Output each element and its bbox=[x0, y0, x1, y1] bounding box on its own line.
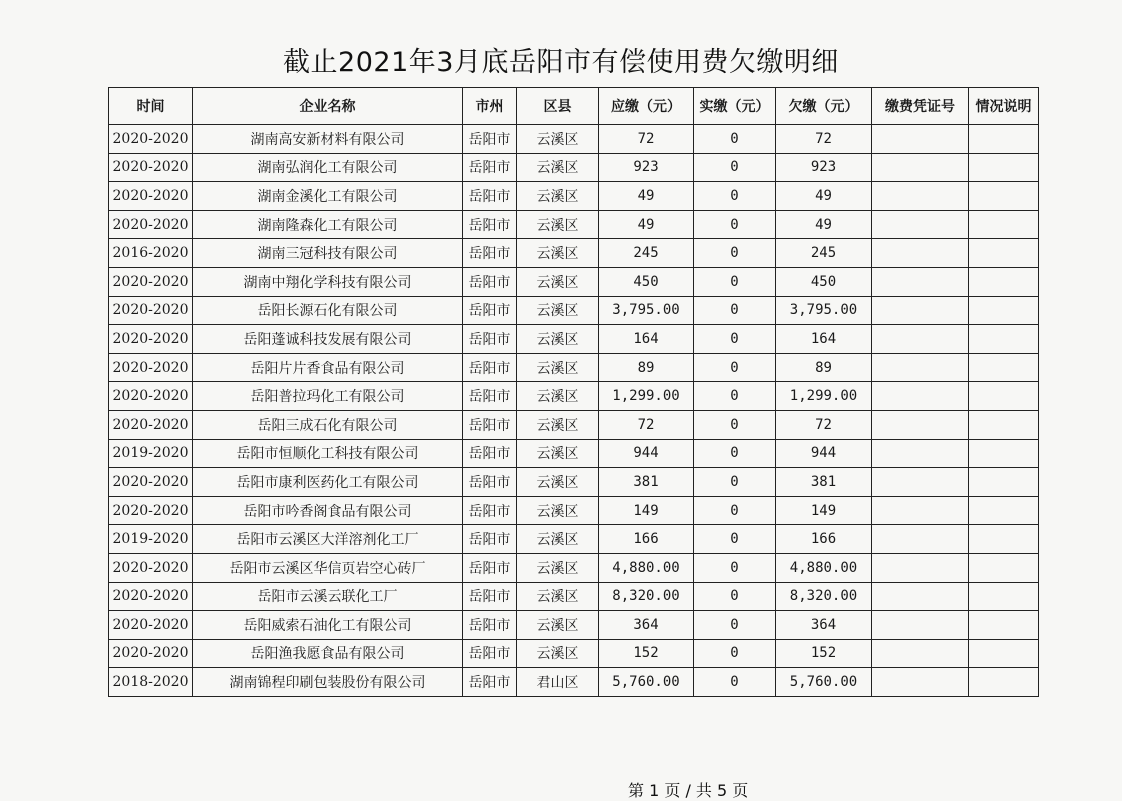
cell-company: 岳阳威索石油化工有限公司 bbox=[193, 611, 463, 640]
cell-owed: 49 bbox=[776, 210, 872, 239]
cell-county: 云溪区 bbox=[517, 611, 599, 640]
cell-paid: 0 bbox=[694, 267, 776, 296]
cell-city: 岳阳市 bbox=[463, 153, 517, 182]
cell-due: 49 bbox=[599, 210, 694, 239]
cell-period: 2020-2020 bbox=[109, 125, 193, 154]
cell-paid: 0 bbox=[694, 639, 776, 668]
table-row bbox=[109, 325, 1039, 354]
cell-company: 岳阳市云溪区大洋溶剂化工厂 bbox=[193, 525, 463, 554]
cell-county: 云溪区 bbox=[517, 153, 599, 182]
cell-paid: 0 bbox=[694, 182, 776, 211]
table-row bbox=[109, 353, 1039, 382]
table-row bbox=[109, 182, 1039, 211]
table-row bbox=[109, 410, 1039, 439]
cell-note bbox=[969, 296, 1039, 325]
cell-company: 岳阳普拉玛化工有限公司 bbox=[193, 382, 463, 411]
cell-period: 2020-2020 bbox=[109, 382, 193, 411]
cell-owed: 450 bbox=[776, 267, 872, 296]
col-header-note: 情况说明 bbox=[969, 88, 1039, 125]
cell-due: 49 bbox=[599, 182, 694, 211]
table-row bbox=[109, 668, 1039, 697]
cell-paid: 0 bbox=[694, 125, 776, 154]
cell-note bbox=[969, 353, 1039, 382]
cell-period: 2018-2020 bbox=[109, 668, 193, 697]
cell-note bbox=[969, 553, 1039, 582]
cell-city: 岳阳市 bbox=[463, 296, 517, 325]
cell-voucher bbox=[872, 639, 969, 668]
cell-note bbox=[969, 439, 1039, 468]
cell-period: 2020-2020 bbox=[109, 611, 193, 640]
cell-voucher bbox=[872, 582, 969, 611]
cell-note bbox=[969, 382, 1039, 411]
cell-period: 2020-2020 bbox=[109, 353, 193, 382]
cell-period: 2020-2020 bbox=[109, 267, 193, 296]
cell-voucher bbox=[872, 267, 969, 296]
cell-paid: 0 bbox=[694, 668, 776, 697]
table-header-row bbox=[109, 88, 1039, 125]
cell-paid: 0 bbox=[694, 239, 776, 268]
cell-owed: 8,320.00 bbox=[776, 582, 872, 611]
cell-company: 岳阳片片香食品有限公司 bbox=[193, 353, 463, 382]
cell-note bbox=[969, 125, 1039, 154]
cell-owed: 1,299.00 bbox=[776, 382, 872, 411]
cell-owed: 149 bbox=[776, 496, 872, 525]
cell-paid: 0 bbox=[694, 296, 776, 325]
cell-voucher bbox=[872, 125, 969, 154]
cell-voucher bbox=[872, 439, 969, 468]
cell-period: 2020-2020 bbox=[109, 553, 193, 582]
cell-voucher bbox=[872, 468, 969, 497]
cell-period: 2020-2020 bbox=[109, 182, 193, 211]
cell-paid: 0 bbox=[694, 496, 776, 525]
cell-owed: 164 bbox=[776, 325, 872, 354]
cell-city: 岳阳市 bbox=[463, 582, 517, 611]
cell-voucher bbox=[872, 353, 969, 382]
cell-note bbox=[969, 410, 1039, 439]
cell-voucher bbox=[872, 296, 969, 325]
cell-county: 君山区 bbox=[517, 668, 599, 697]
cell-due: 72 bbox=[599, 125, 694, 154]
cell-city: 岳阳市 bbox=[463, 382, 517, 411]
cell-company: 湖南高安新材料有限公司 bbox=[193, 125, 463, 154]
cell-company: 湖南金溪化工有限公司 bbox=[193, 182, 463, 211]
cell-county: 云溪区 bbox=[517, 439, 599, 468]
cell-paid: 0 bbox=[694, 582, 776, 611]
cell-voucher bbox=[872, 239, 969, 268]
col-header-company: 企业名称 bbox=[193, 88, 463, 125]
col-header-period: 时间 bbox=[109, 88, 193, 125]
cell-city: 岳阳市 bbox=[463, 182, 517, 211]
cell-company: 岳阳市云溪区华信页岩空心砖厂 bbox=[193, 553, 463, 582]
cell-county: 云溪区 bbox=[517, 639, 599, 668]
cell-period: 2020-2020 bbox=[109, 325, 193, 354]
cell-owed: 4,880.00 bbox=[776, 553, 872, 582]
cell-county: 云溪区 bbox=[517, 382, 599, 411]
cell-owed: 381 bbox=[776, 468, 872, 497]
cell-paid: 0 bbox=[694, 382, 776, 411]
cell-company: 岳阳蓬诚科技发展有限公司 bbox=[193, 325, 463, 354]
cell-county: 云溪区 bbox=[517, 296, 599, 325]
cell-company: 岳阳市云溪云联化工厂 bbox=[193, 582, 463, 611]
cell-owed: 3,795.00 bbox=[776, 296, 872, 325]
cell-company: 岳阳市恒顺化工科技有限公司 bbox=[193, 439, 463, 468]
cell-period: 2020-2020 bbox=[109, 582, 193, 611]
cell-note bbox=[969, 496, 1039, 525]
cell-owed: 72 bbox=[776, 410, 872, 439]
table-row bbox=[109, 153, 1039, 182]
cell-note bbox=[969, 639, 1039, 668]
cell-due: 450 bbox=[599, 267, 694, 296]
cell-county: 云溪区 bbox=[517, 582, 599, 611]
cell-note bbox=[969, 468, 1039, 497]
col-header-paid: 实缴（元） bbox=[694, 88, 776, 125]
cell-note bbox=[969, 239, 1039, 268]
cell-voucher bbox=[872, 410, 969, 439]
cell-due: 164 bbox=[599, 325, 694, 354]
cell-county: 云溪区 bbox=[517, 553, 599, 582]
page-number: 第 1 页 / 共 5 页 bbox=[628, 781, 749, 800]
cell-paid: 0 bbox=[694, 353, 776, 382]
cell-voucher bbox=[872, 210, 969, 239]
cell-due: 152 bbox=[599, 639, 694, 668]
cell-city: 岳阳市 bbox=[463, 468, 517, 497]
cell-company: 岳阳市吟香阁食品有限公司 bbox=[193, 496, 463, 525]
cell-county: 云溪区 bbox=[517, 267, 599, 296]
cell-voucher bbox=[872, 153, 969, 182]
cell-city: 岳阳市 bbox=[463, 439, 517, 468]
cell-period: 2020-2020 bbox=[109, 153, 193, 182]
table-row bbox=[109, 267, 1039, 296]
col-header-voucher: 缴费凭证号 bbox=[872, 88, 969, 125]
cell-period: 2020-2020 bbox=[109, 639, 193, 668]
cell-county: 云溪区 bbox=[517, 182, 599, 211]
cell-note bbox=[969, 668, 1039, 697]
cell-voucher bbox=[872, 668, 969, 697]
cell-note bbox=[969, 210, 1039, 239]
cell-voucher bbox=[872, 611, 969, 640]
cell-company: 岳阳市康利医药化工有限公司 bbox=[193, 468, 463, 497]
table-row bbox=[109, 239, 1039, 268]
cell-paid: 0 bbox=[694, 553, 776, 582]
cell-owed: 152 bbox=[776, 639, 872, 668]
table-row bbox=[109, 639, 1039, 668]
cell-paid: 0 bbox=[694, 468, 776, 497]
cell-city: 岳阳市 bbox=[463, 125, 517, 154]
cell-note bbox=[969, 182, 1039, 211]
cell-period: 2020-2020 bbox=[109, 210, 193, 239]
cell-city: 岳阳市 bbox=[463, 668, 517, 697]
cell-note bbox=[969, 525, 1039, 554]
cell-city: 岳阳市 bbox=[463, 410, 517, 439]
cell-owed: 364 bbox=[776, 611, 872, 640]
cell-county: 云溪区 bbox=[517, 239, 599, 268]
cell-note bbox=[969, 325, 1039, 354]
cell-county: 云溪区 bbox=[517, 325, 599, 354]
cell-period: 2019-2020 bbox=[109, 439, 193, 468]
cell-owed: 5,760.00 bbox=[776, 668, 872, 697]
cell-company: 湖南弘润化工有限公司 bbox=[193, 153, 463, 182]
cell-period: 2020-2020 bbox=[109, 496, 193, 525]
arrears-table bbox=[108, 87, 1039, 697]
cell-due: 944 bbox=[599, 439, 694, 468]
cell-paid: 0 bbox=[694, 153, 776, 182]
cell-paid: 0 bbox=[694, 439, 776, 468]
cell-county: 云溪区 bbox=[517, 353, 599, 382]
cell-county: 云溪区 bbox=[517, 410, 599, 439]
cell-due: 3,795.00 bbox=[599, 296, 694, 325]
table-row bbox=[109, 382, 1039, 411]
page-title: 截止2021年3月底岳阳市有偿使用费欠缴明细 bbox=[283, 47, 839, 78]
table-row bbox=[109, 582, 1039, 611]
cell-period: 2016-2020 bbox=[109, 239, 193, 268]
cell-due: 8,320.00 bbox=[599, 582, 694, 611]
cell-city: 岳阳市 bbox=[463, 239, 517, 268]
col-header-due: 应缴（元） bbox=[599, 88, 694, 125]
cell-owed: 166 bbox=[776, 525, 872, 554]
cell-city: 岳阳市 bbox=[463, 639, 517, 668]
cell-city: 岳阳市 bbox=[463, 553, 517, 582]
cell-note bbox=[969, 582, 1039, 611]
cell-voucher bbox=[872, 382, 969, 411]
cell-due: 72 bbox=[599, 410, 694, 439]
cell-due: 4,880.00 bbox=[599, 553, 694, 582]
cell-voucher bbox=[872, 553, 969, 582]
table-row bbox=[109, 611, 1039, 640]
cell-county: 云溪区 bbox=[517, 468, 599, 497]
cell-due: 149 bbox=[599, 496, 694, 525]
table-row bbox=[109, 439, 1039, 468]
cell-voucher bbox=[872, 325, 969, 354]
cell-due: 245 bbox=[599, 239, 694, 268]
cell-county: 云溪区 bbox=[517, 496, 599, 525]
cell-company: 岳阳三成石化有限公司 bbox=[193, 410, 463, 439]
table-row bbox=[109, 468, 1039, 497]
cell-city: 岳阳市 bbox=[463, 496, 517, 525]
cell-city: 岳阳市 bbox=[463, 325, 517, 354]
cell-owed: 72 bbox=[776, 125, 872, 154]
cell-company: 湖南隆森化工有限公司 bbox=[193, 210, 463, 239]
cell-paid: 0 bbox=[694, 410, 776, 439]
table-row bbox=[109, 496, 1039, 525]
table-row bbox=[109, 210, 1039, 239]
cell-county: 云溪区 bbox=[517, 125, 599, 154]
cell-city: 岳阳市 bbox=[463, 611, 517, 640]
cell-period: 2020-2020 bbox=[109, 410, 193, 439]
cell-paid: 0 bbox=[694, 325, 776, 354]
cell-city: 岳阳市 bbox=[463, 353, 517, 382]
table-row bbox=[109, 296, 1039, 325]
cell-owed: 49 bbox=[776, 182, 872, 211]
cell-city: 岳阳市 bbox=[463, 267, 517, 296]
cell-period: 2020-2020 bbox=[109, 296, 193, 325]
cell-company: 岳阳长源石化有限公司 bbox=[193, 296, 463, 325]
cell-county: 云溪区 bbox=[517, 210, 599, 239]
cell-note bbox=[969, 153, 1039, 182]
cell-voucher bbox=[872, 182, 969, 211]
cell-note bbox=[969, 611, 1039, 640]
col-header-county: 区县 bbox=[517, 88, 599, 125]
cell-voucher bbox=[872, 525, 969, 554]
cell-due: 1,299.00 bbox=[599, 382, 694, 411]
cell-owed: 923 bbox=[776, 153, 872, 182]
cell-company: 岳阳渔我愿食品有限公司 bbox=[193, 639, 463, 668]
table-row bbox=[109, 553, 1039, 582]
cell-city: 岳阳市 bbox=[463, 210, 517, 239]
cell-due: 5,760.00 bbox=[599, 668, 694, 697]
cell-period: 2020-2020 bbox=[109, 468, 193, 497]
cell-paid: 0 bbox=[694, 611, 776, 640]
cell-city: 岳阳市 bbox=[463, 525, 517, 554]
col-header-city: 市州 bbox=[463, 88, 517, 125]
cell-company: 湖南中翔化学科技有限公司 bbox=[193, 267, 463, 296]
cell-voucher bbox=[872, 496, 969, 525]
cell-owed: 89 bbox=[776, 353, 872, 382]
cell-due: 923 bbox=[599, 153, 694, 182]
cell-county: 云溪区 bbox=[517, 525, 599, 554]
cell-paid: 0 bbox=[694, 525, 776, 554]
cell-due: 89 bbox=[599, 353, 694, 382]
cell-owed: 944 bbox=[776, 439, 872, 468]
cell-owed: 245 bbox=[776, 239, 872, 268]
cell-period: 2019-2020 bbox=[109, 525, 193, 554]
cell-company: 湖南锦程印刷包装股份有限公司 bbox=[193, 668, 463, 697]
cell-due: 381 bbox=[599, 468, 694, 497]
col-header-owed: 欠缴（元） bbox=[776, 88, 872, 125]
cell-note bbox=[969, 267, 1039, 296]
cell-due: 364 bbox=[599, 611, 694, 640]
cell-due: 166 bbox=[599, 525, 694, 554]
table-row bbox=[109, 125, 1039, 154]
cell-paid: 0 bbox=[694, 210, 776, 239]
table-row bbox=[109, 525, 1039, 554]
cell-company: 湖南三冠科技有限公司 bbox=[193, 239, 463, 268]
